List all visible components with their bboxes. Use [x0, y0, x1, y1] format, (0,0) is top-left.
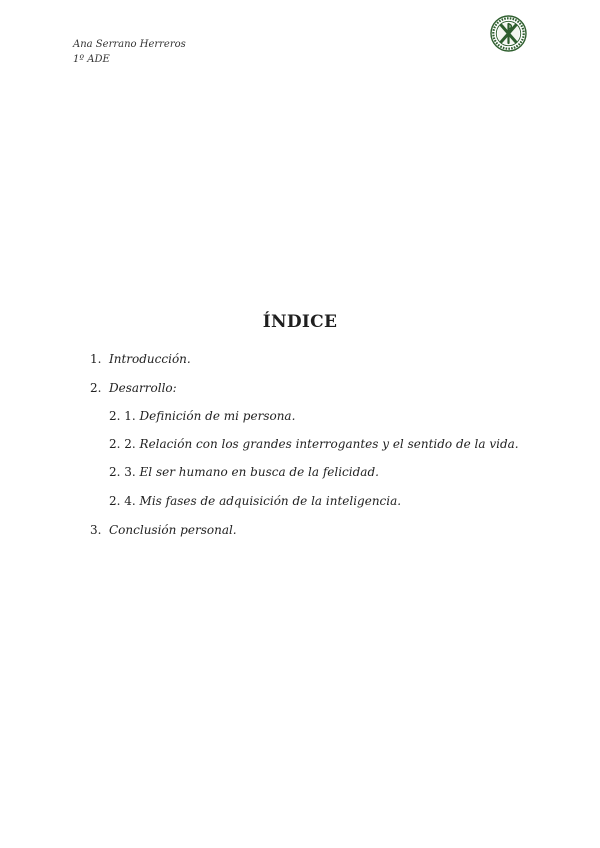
document-header	[73, 37, 186, 67]
page-title: ÍNDICE	[262, 312, 338, 332]
toc-subitem-felicidad	[109, 463, 379, 481]
toc-subitem-inteligencia	[109, 492, 401, 510]
toc-item-conclusion	[90, 521, 237, 539]
toc-item-label: Mis fases de adquisición de la inteligencia.	[139, 494, 402, 508]
toc-item-label: Introducción.	[109, 352, 191, 366]
university-seal-icon	[490, 15, 527, 52]
toc-item-number: 2. 2.	[109, 437, 136, 451]
toc-item-number: 3.	[90, 523, 102, 537]
toc-item-label: Definición de mi persona.	[139, 409, 296, 423]
author-name: Ana Serrano Herreros	[73, 39, 186, 50]
toc-item-desarrollo	[90, 379, 177, 397]
course-label: 1º ADE	[73, 54, 110, 65]
toc-item-number: 2. 1.	[109, 409, 136, 423]
toc-item-label: El ser humano en busca de la felicidad.	[139, 465, 379, 479]
toc-item-number: 1.	[90, 352, 102, 366]
toc-item-number: 2.	[90, 381, 102, 395]
toc-item-label: Desarrollo:	[109, 381, 177, 395]
toc-item-label: Conclusión personal.	[109, 523, 237, 537]
toc-subitem-definicion	[109, 407, 295, 425]
toc-item-number: 2. 3.	[109, 465, 136, 479]
toc-item-label: Relación con los grandes interrogantes y el sentido de la vida.	[139, 437, 519, 451]
toc-item-number: 2. 4.	[109, 494, 136, 508]
toc-subitem-relacion	[109, 435, 519, 453]
toc-item-introduccion	[90, 350, 191, 368]
